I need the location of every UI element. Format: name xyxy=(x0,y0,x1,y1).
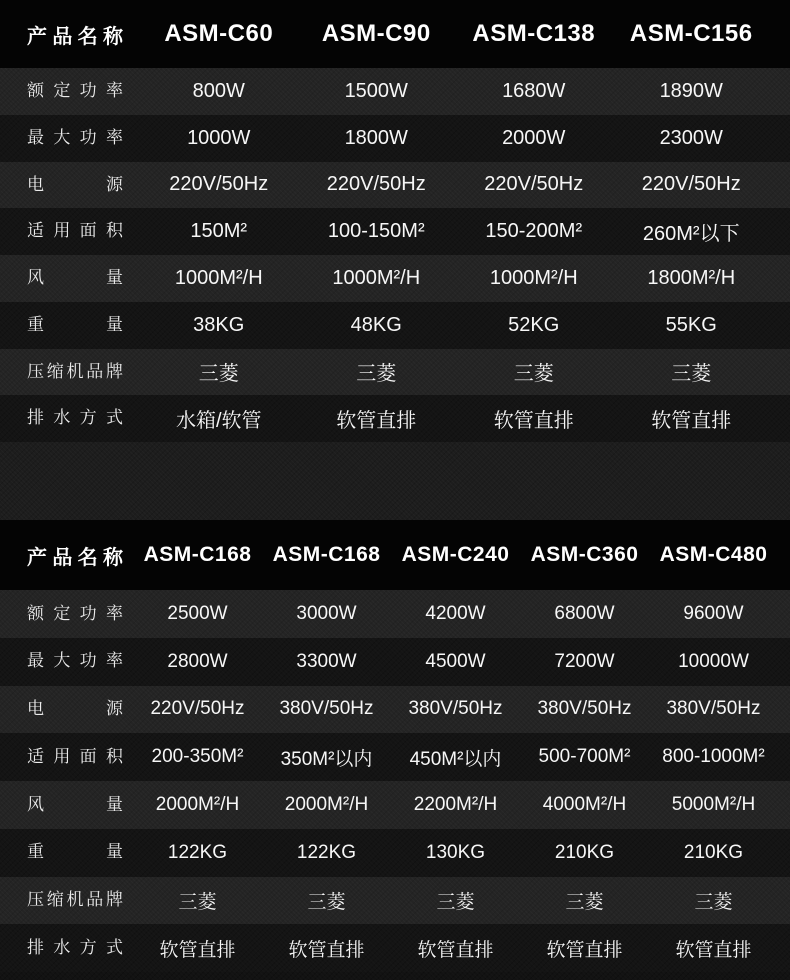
spec-cell: 2800W xyxy=(167,650,228,672)
spec-cell: 2300W xyxy=(659,126,723,149)
spec-row xyxy=(0,733,790,781)
spec-row-label: 风量 xyxy=(27,794,123,814)
spec-row-label: 压缩机品牌 xyxy=(27,361,123,381)
bottom-strip xyxy=(0,972,790,980)
model-header: ASM-C168 xyxy=(272,543,381,566)
spec-cell: 三菱 xyxy=(356,363,397,386)
spec-cell: 9600W xyxy=(683,602,744,624)
model-header: ASM-C240 xyxy=(401,543,510,566)
spec-row xyxy=(0,349,790,396)
spec-row-label: 最大功率 xyxy=(27,651,123,671)
spec-cell: 800W xyxy=(192,79,245,102)
spec-row-label: 适用面积 xyxy=(27,221,123,241)
spec-cell: 38KG xyxy=(193,313,245,336)
spec-cell: 三菱 xyxy=(436,891,475,913)
spec-row-label: 重量 xyxy=(27,842,123,862)
spec-cell: 1800W xyxy=(344,126,408,149)
spec-cell: 软管直排 xyxy=(493,410,574,433)
spec-row xyxy=(0,68,790,115)
spec-cell: 220V/50Hz xyxy=(169,173,269,196)
spec-cell: 软管直排 xyxy=(159,939,236,961)
spec-cell: 350M²以内 xyxy=(280,748,373,770)
spec-cell: 380V/50Hz xyxy=(408,698,503,720)
spec-table-top xyxy=(0,0,790,442)
spec-cell: 三菱 xyxy=(307,891,346,913)
spec-row xyxy=(0,162,790,209)
spec-row-label: 最大功率 xyxy=(27,127,123,147)
spec-cell: 三菱 xyxy=(198,363,239,386)
spec-cell: 2000W xyxy=(502,126,566,149)
spec-cell: 三菱 xyxy=(178,891,217,913)
spec-cell: 48KG xyxy=(350,313,402,336)
spec-cell: 150-200M² xyxy=(485,220,583,243)
spec-cell: 1680W xyxy=(502,79,566,102)
spec-row xyxy=(0,208,790,255)
spec-row-label: 适用面积 xyxy=(27,746,123,766)
model-header: ASM-C156 xyxy=(629,20,753,47)
spec-cell: 800-1000M² xyxy=(662,746,765,768)
spec-cell: 380V/50Hz xyxy=(279,698,374,720)
table-gap xyxy=(0,442,790,520)
spec-cell: 1000M²/H xyxy=(174,266,263,289)
spec-cell: 210KG xyxy=(554,841,615,863)
spec-cell: 三菱 xyxy=(671,363,712,386)
spec-cell: 三菱 xyxy=(565,891,604,913)
spec-cell: 10000W xyxy=(678,650,749,672)
spec-cell: 200-350M² xyxy=(151,746,244,768)
spec-cell: 450M²以内 xyxy=(409,748,502,770)
table-header-row xyxy=(0,520,790,590)
model-header: ASM-C480 xyxy=(659,543,768,566)
model-header: ASM-C168 xyxy=(143,543,252,566)
spec-row xyxy=(0,115,790,162)
spec-cell: 水箱/软管 xyxy=(175,410,262,433)
spec-row-label: 额定功率 xyxy=(27,603,123,623)
spec-cell: 380V/50Hz xyxy=(666,698,761,720)
spec-cell: 软管直排 xyxy=(417,939,494,961)
spec-cell: 380V/50Hz xyxy=(537,698,632,720)
spec-cell: 6800W xyxy=(554,602,615,624)
spec-cell: 210KG xyxy=(683,841,744,863)
spec-cell: 3300W xyxy=(296,650,357,672)
spec-row xyxy=(0,638,790,686)
spec-cell: 220V/50Hz xyxy=(326,173,426,196)
spec-table-bottom xyxy=(0,520,790,972)
spec-cell: 2200M²/H xyxy=(413,793,498,815)
spec-cell: 220V/50Hz xyxy=(484,173,584,196)
spec-cell: 4200W xyxy=(425,602,486,624)
spec-row xyxy=(0,395,790,442)
spec-row xyxy=(0,255,790,302)
spec-row-label: 电源 xyxy=(27,174,123,194)
spec-row xyxy=(0,924,790,972)
model-header: ASM-C60 xyxy=(164,20,274,47)
spec-cell: 1800M²/H xyxy=(647,266,736,289)
spec-cell: 1500W xyxy=(344,79,408,102)
spec-cell: 260M²以下 xyxy=(642,223,740,246)
spec-cell: 52KG xyxy=(508,313,560,336)
spec-cell: 100-150M² xyxy=(327,220,425,243)
spec-cell: 220V/50Hz xyxy=(641,173,741,196)
spec-cell: 55KG xyxy=(665,313,717,336)
spec-cell: 220V/50Hz xyxy=(150,698,245,720)
spec-cell: 软管直排 xyxy=(546,939,623,961)
spec-row xyxy=(0,302,790,349)
spec-cell: 2500W xyxy=(167,602,228,624)
spec-cell: 122KG xyxy=(296,841,357,863)
spec-cell: 2000M²/H xyxy=(155,793,240,815)
spec-row-label: 压缩机品牌 xyxy=(27,890,123,910)
spec-row-label: 风量 xyxy=(27,268,123,288)
spec-cell: 122KG xyxy=(167,841,228,863)
product-name-header: 产品名称 xyxy=(27,25,123,48)
spec-cell: 软管直排 xyxy=(336,410,417,433)
spec-cell: 软管直排 xyxy=(288,939,365,961)
spec-row xyxy=(0,829,790,877)
product-name-header: 产品名称 xyxy=(27,546,123,569)
spec-row-label: 排水方式 xyxy=(27,937,123,957)
spec-cell: 500-700M² xyxy=(538,746,631,768)
model-header: ASM-C360 xyxy=(530,543,639,566)
spec-cell: 150M² xyxy=(190,220,248,243)
spec-cell: 4500W xyxy=(425,650,486,672)
spec-cell: 7200W xyxy=(554,650,615,672)
spec-cell: 三菱 xyxy=(513,363,554,386)
spec-row xyxy=(0,877,790,925)
spec-row-label: 电源 xyxy=(27,699,123,719)
spec-cell: 软管直排 xyxy=(675,939,752,961)
spec-row-label: 额定功率 xyxy=(27,81,123,101)
model-header: ASM-C138 xyxy=(472,20,596,47)
spec-cell: 4000M²/H xyxy=(542,793,627,815)
spec-row xyxy=(0,686,790,734)
table-header-row xyxy=(0,0,790,68)
spec-row-label: 重量 xyxy=(27,314,123,334)
model-header: ASM-C90 xyxy=(321,20,431,47)
spec-cell: 130KG xyxy=(425,841,486,863)
spec-cell: 2000M²/H xyxy=(284,793,369,815)
spec-row xyxy=(0,781,790,829)
spec-cell: 软管直排 xyxy=(651,410,732,433)
spec-cell: 3000W xyxy=(296,602,357,624)
spec-row-label: 排水方式 xyxy=(27,408,123,428)
spec-cell: 1890W xyxy=(659,79,723,102)
spec-cell: 三菱 xyxy=(694,891,733,913)
spec-cell: 1000M²/H xyxy=(332,266,421,289)
spec-cell: 5000M²/H xyxy=(671,793,756,815)
spec-cell: 1000M²/H xyxy=(489,266,578,289)
spec-row xyxy=(0,590,790,638)
spec-cell: 1000W xyxy=(187,126,251,149)
